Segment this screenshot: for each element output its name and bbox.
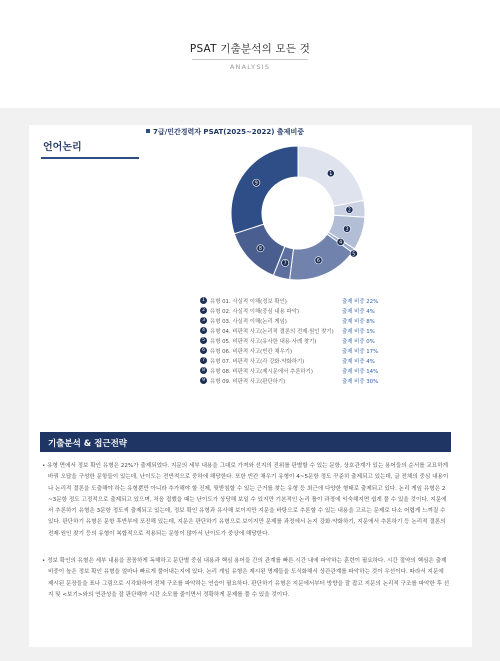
page-subtitle: ANALYSIS	[229, 63, 271, 71]
chart-title-text: 7급/민간경력자 PSAT(2025~2022) 출제비중	[153, 128, 304, 136]
slice-marker-label: 2	[347, 208, 351, 214]
strategy-paragraph: • 유형 면에서 정보 확인 유형은 22%가 출제되었다. 지문의 세부 내용을 그대로 가져와 선지의 진위를 판별할 수 있는 문항, 상호관계가 있는 용어들의 순서를 교묘하게 바꿔 오답을 구성한 문항들이 있는데, 난이도는 전반적으로 중하에 해당한다. 또한 빈칸 채우기 유형이 4~5문항 정도 꾸준히 출제되고 있는데, 글 전체의 중심 내용이나 논리적 결론을 도출해야 하는 유형뿐만 아니라 추가해야 할 진제, 뒷받침할 수 있는 근거를 찾는 유형 등 최근에 다양한 형태로 출제되고 있다. 논리 게임 유형은 2~3문항 정도 고정적으로 출제되고 있으며, 처음 접했을 때는 난이도가 상당해 보일 수 있지만 기본적인 논리 틀이 과정에 익숙해지면 쉽게 풀 수 있을 것이다. 지문에서 추론하기 유형은 3문항 정도씩 출제되고 있는데, 정보 확인 유형과 유사해 보이지만 지문을 바탕으로 추론할 수 있는 내용을 고르는 문제로 다소 어렵게 느껴질 수 있다. 판단하기 유형은 문항 후반부에 포진해 있는데, 지문은 판단하기 유형으로 보이지만 문제를 과정에서 논지 강화·약화하기, 지문에서 추론하기 등 논리적 결론의 전제·원인 찾기 등의 유형이 복합적으로 적용되는 문항이 많아서 난이도가 중상에 해당한다.	[42, 463, 449, 537]
legend-percentage: 출제 비중 4%	[342, 309, 375, 315]
legend-label: 유형 08. 비판적 사고(제시문에서 추론하기)	[210, 369, 313, 375]
legend-row	[200, 376, 379, 386]
slice-marker-label: 7	[283, 261, 287, 267]
legend-row	[200, 366, 379, 376]
legend-label: 유형 04. 비판적 사고(논리적 결론의 전제·원인 찾기)	[210, 329, 334, 335]
slice-marker-label: 6	[316, 259, 320, 265]
page-title: PSAT 기출분석의 모든 것	[189, 43, 311, 55]
legend-label: 유형 09. 비판적 사고(판단하기)	[210, 379, 286, 385]
slice-marker-label: 9	[254, 181, 258, 187]
legend-percentage: 출제 비중 30%	[342, 379, 379, 385]
legend-number-badge: 9	[200, 377, 207, 384]
donut-slice	[231, 146, 298, 234]
legend-row	[200, 316, 375, 326]
legend-row	[200, 356, 375, 366]
legend-number-badge: 7	[200, 357, 207, 364]
legend-label: 유형 01. 사실적 이해(정보 확인)	[210, 299, 287, 305]
legend-percentage: 출제 비중 4%	[342, 359, 375, 365]
legend-label: 유형 05. 비판적 사고(유사한 내용·사례 찾기)	[210, 339, 317, 345]
legend-label: 유형 06. 비판적 사고(빈칸 채우기)	[210, 349, 293, 355]
legend-row	[200, 296, 379, 306]
strategy-title: 기출분석 & 접근전략	[48, 439, 128, 449]
slice-marker-label: 4	[339, 240, 343, 246]
legend-row	[200, 336, 375, 346]
legend-number-badge: 8	[200, 367, 207, 374]
legend-number-badge: 6	[200, 347, 207, 354]
legend-number-badge: 3	[200, 317, 207, 324]
legend-number-badge: 2	[200, 307, 207, 314]
section-title: 언어논리	[43, 142, 82, 153]
legend-row	[200, 326, 375, 336]
legend-percentage: 출제 비중 0%	[342, 339, 375, 345]
legend-row	[200, 306, 375, 316]
legend-number-badge: 4	[200, 327, 207, 334]
legend-row	[200, 346, 379, 356]
legend-number-badge: 1	[200, 297, 207, 304]
legend-label: 유형 02. 사실적 이해(중심 내용 파악)	[210, 309, 300, 315]
slice-marker-label: 8	[258, 247, 262, 253]
strategy-paragraph: • 정보 확인의 유형은 세부 내용을 꼼꼼하게 독해하고 문단별 중심 내용과 핵심 용어들 간의 관계를 빠른 시간 내에 파악하는 훈련이 필요하다. 시간 절약의 핵심은 출제 비중이 높은 정보 확인 유형을 얼마나 빠르게 풀어내는지에 있다. 논리 게임 유형은 제시된 명제들을 도식화해서 상관관계를 파악하는 것이 우선이다. 따라서 지문에 제시된 문장들을 표나 그림으로 시각화하여 전체 구조를 파악하는 연습이 필요하다. 판단하기 유형은 지문에서부터 방향을 잘 잡고 지문의 논리적 구조를 파악한 후 선지 및 <보기>와의 연관성을 잘 판단해야 시간 소모를 줄이면서 정확하게 문제를 풀 수 있을 것이다.	[42, 558, 450, 598]
slice-marker-label: 5	[352, 252, 356, 258]
slice-marker-label: 1	[329, 172, 333, 178]
slice-marker-label: 3	[345, 227, 349, 233]
legend-percentage: 출제 비중 1%	[342, 329, 375, 335]
legend-percentage: 출제 비중 8%	[342, 319, 375, 325]
legend-percentage: 출제 비중 22%	[342, 299, 379, 305]
legend-percentage: 출제 비중 14%	[342, 369, 379, 375]
legend-label: 유형 03. 사실적 이해(논리 게임)	[210, 319, 287, 325]
legend-label: 유형 07. 비판적 사고(각 강화·약화하기)	[210, 359, 305, 365]
legend-number-badge: 5	[200, 337, 207, 344]
legend-percentage: 출제 비중 17%	[342, 349, 379, 355]
